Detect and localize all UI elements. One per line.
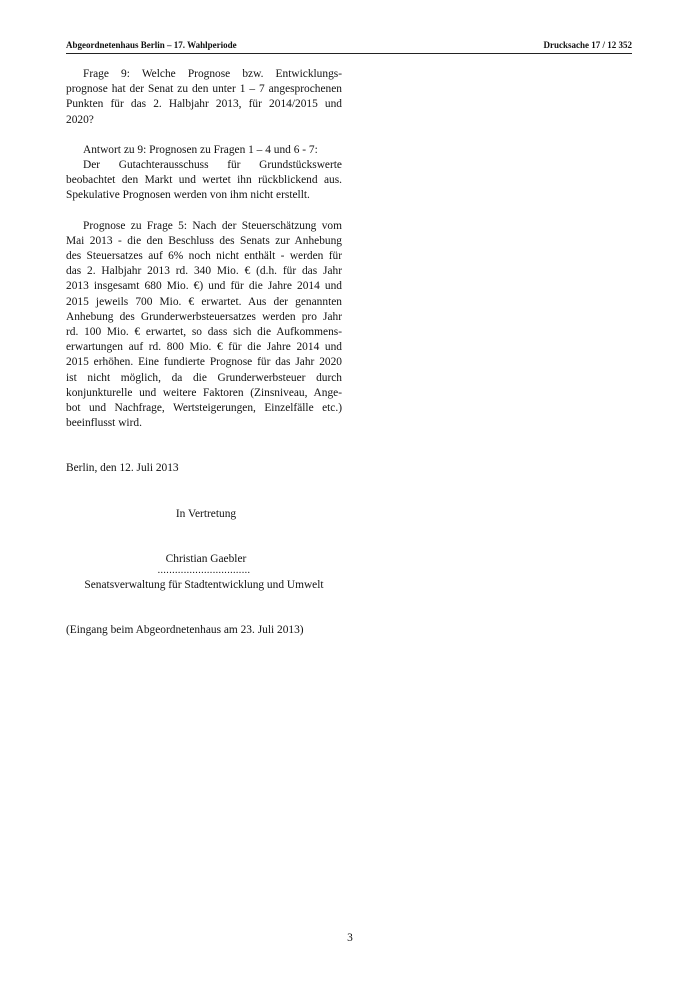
- text-column: [66, 67, 342, 638]
- header-parliament: Abgeordnetenhaus Berlin – 17. Wahlperiode: [66, 40, 237, 50]
- text-line: Prognose zu Frage 5: Nach der Steuerschätzung vom: [83, 219, 342, 232]
- text-line: Mai 2013 - die den Beschluss des Senats zur Anhebung: [66, 234, 342, 247]
- text-line: Anhebung des Grunderwerbsteuersatzes werden pro Jahr: [66, 310, 342, 323]
- text-line: das 2. Halbjahr 2013 rd. 340 Mio. € (d.h. für das Jahr: [66, 265, 342, 278]
- text-line: 2013 insgesamt 680 Mio. €) und für die Jahre 2014 und: [66, 280, 342, 293]
- text-line: erwartungen auf rd. 800 Mio. € für die Jahre 2014 und: [66, 341, 342, 354]
- answer-heading: Antwort zu 9: Prognosen zu Fragen 1 – 4 und 6 - 7:: [83, 143, 318, 156]
- header-rule: [66, 53, 632, 54]
- question-9: [66, 67, 342, 128]
- text-line: bot und Nachfrage, Wertsteigerungen, Einzelfälle etc.): [66, 402, 342, 415]
- closing-date: Berlin, den 12. Juli 2013: [66, 462, 179, 475]
- header-document-number: Drucksache 17 / 12 352: [543, 40, 632, 50]
- department: Senatsverwaltung für Stadtentwicklung und Umwelt: [84, 579, 324, 592]
- text-line: Frage 9: Welche Prognose bzw. Entwicklungs-: [83, 68, 342, 80]
- text-line: Der Gutachterausschuss für Grundstückswerte: [83, 159, 342, 172]
- received-note: (Eingang beim Abgeordnetenhaus am 23. Juli 2013): [66, 624, 304, 637]
- text-line: Punkten für das 2. Halbjahr 2013, für 2014/2015 und: [66, 98, 342, 111]
- text-line: 2020?: [66, 113, 94, 126]
- text-line: Spekulative Prognosen werden von ihm nicht erstellt.: [66, 189, 310, 202]
- text-line: 2015 jeweils 700 Mio. € erwartet. Aus der genannten: [66, 295, 342, 308]
- text-line: 2015 erhöhen. Eine fundierte Prognose für das Jahr 2020: [66, 356, 342, 369]
- text-line: des Steuersatzes auf 6% noch nicht enthält - werden für: [66, 250, 342, 263]
- in-vertretung: In Vertretung: [175, 507, 237, 520]
- signer-name: Christian Gaebler: [165, 552, 247, 565]
- text-line: prognose hat der Senat zu den unter 1 – 7 angesprochenen: [66, 83, 342, 96]
- text-line: konjunkturelle und weitere Faktoren (Zinsniveau, Ange-: [66, 386, 342, 399]
- signature-dots: ................................: [157, 565, 251, 577]
- page-number: 3: [347, 932, 353, 944]
- text-line: beobachtet den Markt und wertet ihn rückblickend aus.: [66, 174, 342, 187]
- text-line: rd. 100 Mio. € erwartet, so dass sich die Aufkommens-: [66, 326, 342, 339]
- page-header: [66, 40, 632, 54]
- text-line: ist nicht möglich, da die Grunderwerbsteuer durch: [66, 371, 342, 384]
- text-line: beeinflusst wird.: [66, 417, 142, 430]
- answer-9: [66, 143, 342, 204]
- forecast-5: [66, 219, 342, 432]
